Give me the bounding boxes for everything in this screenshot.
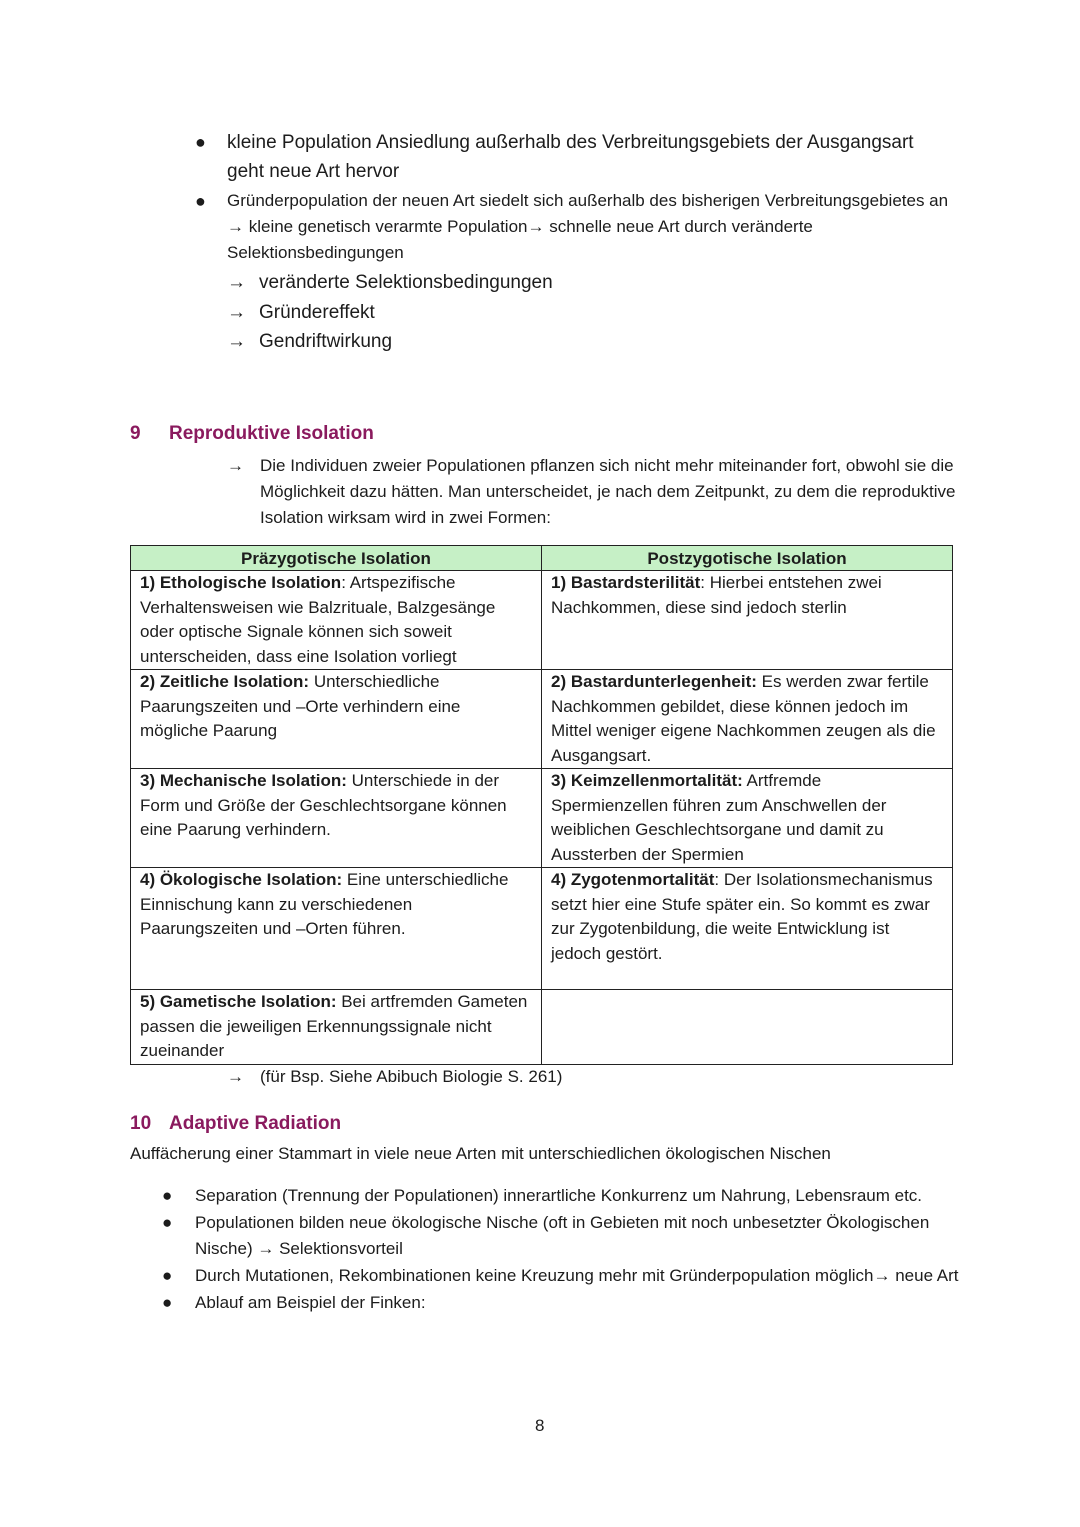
bullet-icon: ● <box>162 1293 173 1312</box>
bullet-icon: ● <box>195 191 206 211</box>
cell-label: 4) Zygotenmortalität <box>551 870 715 889</box>
bullet-icon: ● <box>195 132 206 152</box>
table-cell <box>542 571 953 670</box>
table-cell <box>131 571 542 670</box>
table-row <box>131 769 953 868</box>
cell-label: 1) Ethologische Isolation <box>140 573 342 592</box>
isolation-table <box>130 545 953 1065</box>
table-row <box>131 670 953 769</box>
cell-text: Eine unterschiedliche Einnischung kann zu verschiedenen Paarungszeiten und –Orten führen. <box>140 870 509 938</box>
arrow-right-icon: → <box>227 272 246 293</box>
list-item <box>162 1210 962 1262</box>
cell-label: 5) Gametische Isolation: <box>140 992 337 1011</box>
list-item <box>195 128 955 186</box>
arrow-item <box>227 298 955 328</box>
column-header: Präzygotische Isolation <box>131 546 542 571</box>
bullet-text: kleine Population Ansiedlung außerhalb des Verbreitungsgebiets der Ausgangsart geht neue Art hervor <box>227 132 914 182</box>
list-item <box>195 188 955 266</box>
section-9-intro <box>227 453 957 531</box>
bullet-icon: ● <box>162 1266 173 1285</box>
section-10-definition: Auffächerung einer Stammart in viele neue Arten mit unterschiedlichen ökologischen Nischen <box>130 1144 831 1163</box>
table-row <box>131 990 953 1065</box>
bullet-text: Durch Mutationen, Rekombinationen keine Kreuzung mehr mit Gründerpopulation möglich→ neue Art <box>195 1266 959 1285</box>
table-cell <box>542 670 953 769</box>
list-item <box>162 1263 962 1289</box>
top-bullet-list <box>195 128 955 357</box>
table-cell <box>542 769 953 868</box>
list-item <box>162 1290 962 1316</box>
cell-text: Bei artfremden Gameten passen die jeweiligen Erkennungssignale nicht zueinander <box>140 992 528 1060</box>
reference-text: (für Bsp. Siehe Abibuch Biologie S. 261) <box>260 1067 563 1086</box>
bullet-icon: ● <box>162 1213 173 1232</box>
arrow-text: Gründereffekt <box>259 301 375 323</box>
section-9-heading <box>130 423 374 445</box>
section-number: 10 <box>130 1113 152 1134</box>
list-item <box>162 1183 962 1209</box>
bullet-icon: ● <box>162 1186 173 1205</box>
cell-text: Unterschiedliche Paarungszeiten und –Orte verhindern eine mögliche Paarung <box>140 672 461 740</box>
arrow-right-icon: → <box>227 456 244 475</box>
arrow-right-icon: → <box>227 301 246 323</box>
cell-text: : Der Isolationsmechanismus setzt hier eine Stufe später ein. So kommt es zwar zur Zygotenbildung, die weite Entwicklung ist jedoch gestört. <box>551 870 933 963</box>
cell-label: 4) Ökologische Isolation: <box>140 870 343 889</box>
cell-label: 3) Keimzellenmortalität: <box>551 771 743 790</box>
column-header: Postzygotische Isolation <box>542 546 953 571</box>
cell-text: Unterschiede in der Form und Größe der Geschlechtsorgane können eine Paarung verhindern. <box>140 771 507 839</box>
cell-text: : Artspezifische Verhaltensweisen wie Balzrituale, Balzgesänge oder optische Signale können sich soweit unterscheiden, dass eine Isolation vorliegt <box>140 573 496 666</box>
table-row <box>131 571 953 670</box>
cell-text: Artfremde Spermienzellen führen zum Anschwellen der weiblichen Geschlechtsorgane und damit zu Aussterben der Spermien <box>551 771 887 864</box>
arrow-item <box>227 327 955 357</box>
bullet-text: Populationen bilden neue ökologische Nische (oft in Gebieten mit noch unbesetzter Ökologischen Nische) → Selektionsvorteil <box>195 1213 930 1258</box>
section-title: Adaptive Radiation <box>169 1113 342 1134</box>
cell-label: 3) Mechanische Isolation: <box>140 771 347 790</box>
bullet-text: Ablauf am Beispiel der Finken: <box>195 1293 426 1312</box>
table-cell-empty <box>542 990 953 1065</box>
bottom-bullet-list <box>162 1183 962 1317</box>
cell-label: 2) Bastardunterlegenheit: <box>551 672 757 691</box>
arrow-item <box>227 268 955 298</box>
bullet-text: Gründerpopulation der neuen Art siedelt sich außerhalb des bisherigen Verbreitungsgebietes an → kleine genetisch verarmte Population→ schnelle neue Art durch veränderte Selektionsbedingungen <box>227 191 949 262</box>
table-cell <box>542 868 953 990</box>
table-cell <box>131 670 542 769</box>
section-title: Reproduktive Isolation <box>169 423 374 444</box>
table-cell <box>131 990 542 1065</box>
cell-label: 1) Bastardsterilität <box>551 573 701 592</box>
book-reference <box>227 1065 562 1089</box>
table-cell <box>131 868 542 990</box>
section-number: 9 <box>130 423 141 444</box>
intro-text: Die Individuen zweier Populationen pflanzen sich nicht mehr miteinander fort, obwohl sie die Möglichkeit dazu hätten. Man unterscheidet, je nach dem Zeitpunkt, zu dem die reproduktive Isolation wirksam wird in zwei Formen: <box>260 456 956 527</box>
table-cell <box>131 769 542 868</box>
page-number: 8 <box>535 1416 545 1435</box>
arrow-text: Gendriftwirkung <box>259 331 393 352</box>
bullet-text: Separation (Trennung der Populationen) innerartliche Konkurrenz um Nahrung, Lebensraum etc. <box>195 1186 923 1205</box>
cell-label: 2) Zeitliche Isolation: <box>140 672 310 691</box>
arrow-right-icon: → <box>227 331 246 352</box>
section-10-heading <box>130 1113 341 1135</box>
arrow-text: veränderte Selektionsbedingungen <box>259 272 553 293</box>
cell-text: Es werden zwar fertile Nachkommen gebildet, diese können jedoch im Mittel weniger eigene Nachkommen zeugen als die Ausgangsart. <box>551 672 936 765</box>
table-row <box>131 868 953 990</box>
arrow-right-icon: → <box>227 1067 244 1086</box>
cell-text: : Hierbei entstehen zwei Nachkommen, diese sind jedoch sterlin <box>551 573 882 617</box>
arrow-list <box>227 268 955 357</box>
table-header-row <box>131 546 953 571</box>
